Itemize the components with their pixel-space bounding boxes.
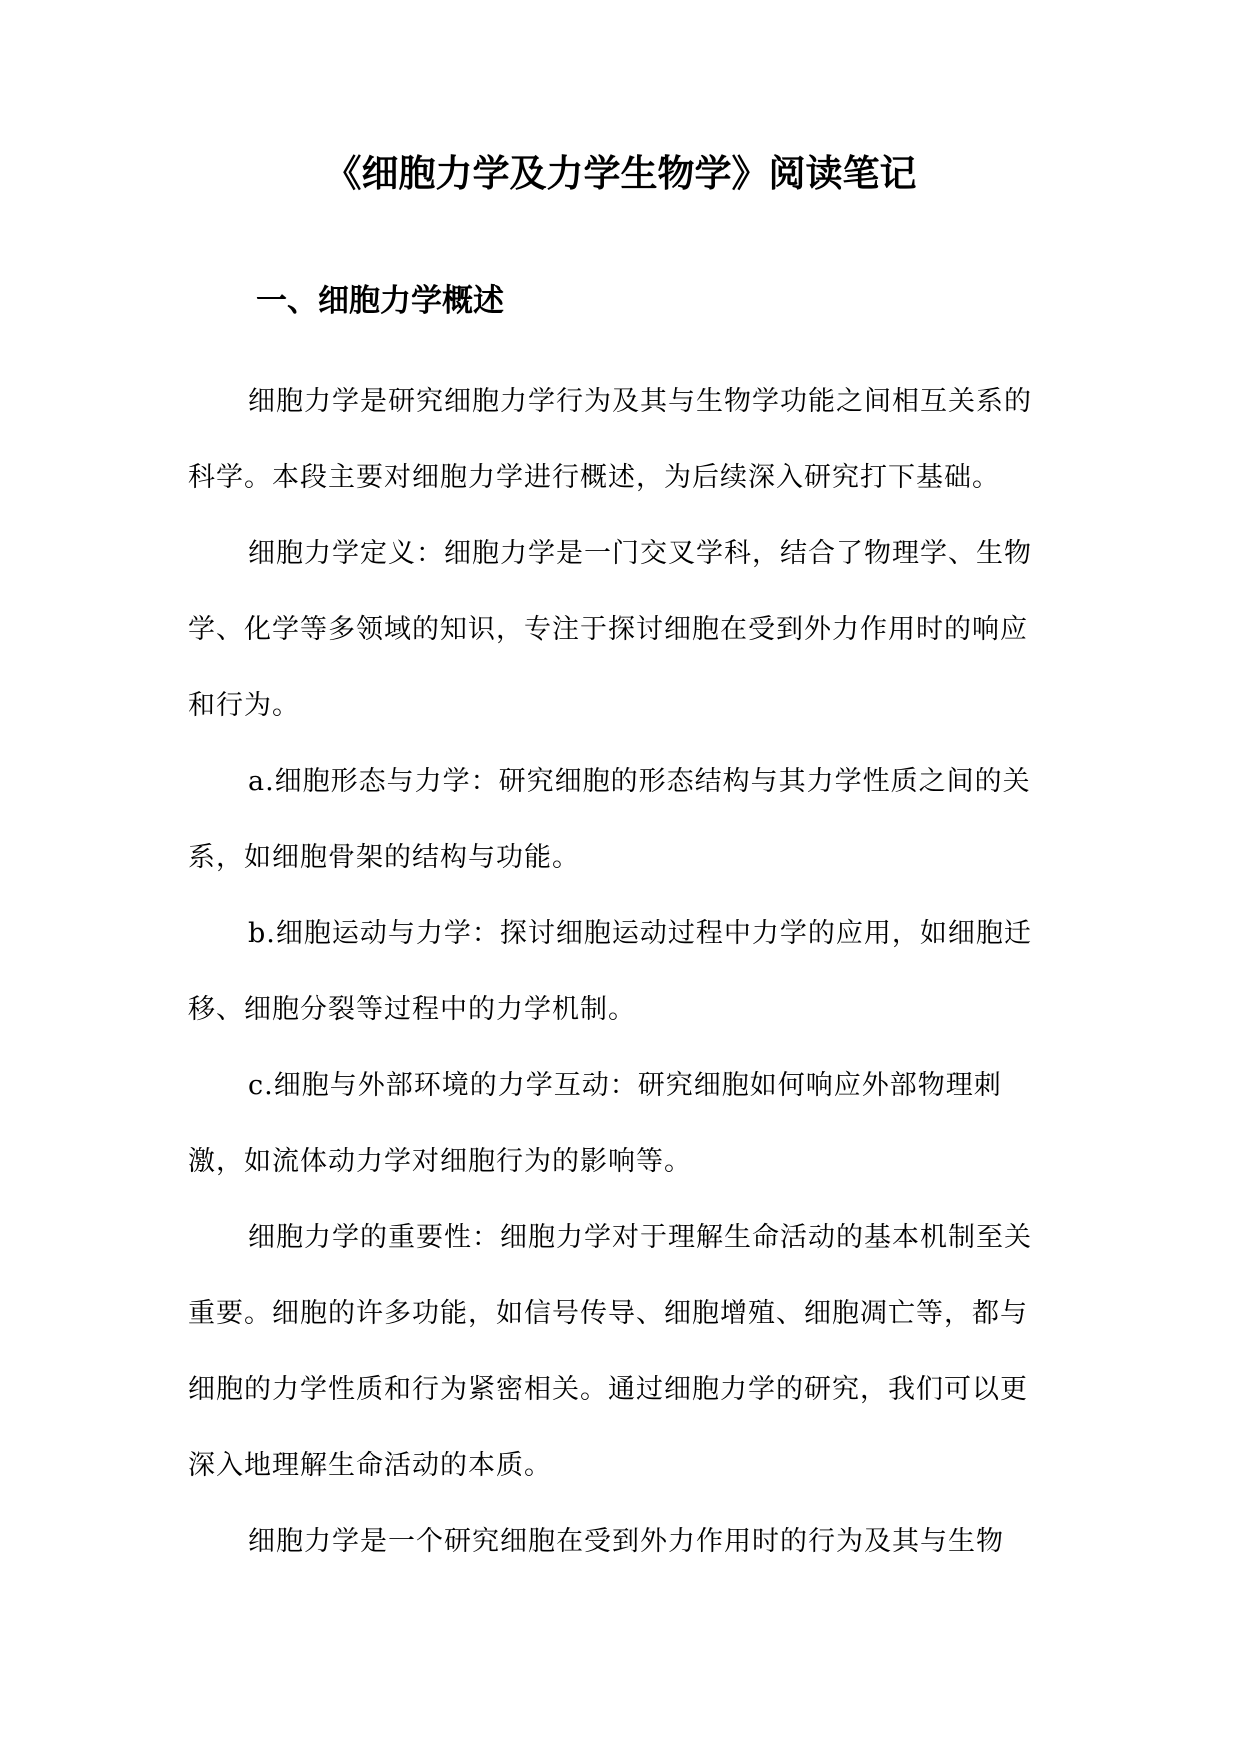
- paragraph: 细胞力学定义：细胞力学是一门交叉学科，结合了物理学、生物学、化学等多领域的知识，专注于探讨细胞在受到外力作用时的响应和行为。: [188, 538, 1032, 721]
- section-heading: 一、细胞力学概述: [256, 283, 504, 319]
- document-title: 《细胞力学及力学生物学》阅读笔记: [324, 152, 917, 195]
- paragraph: 细胞力学的重要性：细胞力学对于理解生命活动的基本机制至关重要。细胞的许多功能，如信号传导、细胞增殖、细胞凋亡等，都与细胞的力学性质和行为紧密相关。通过细胞力学的研究，我们可以更深入地理解生命活动的本质。: [188, 1222, 1032, 1481]
- paragraph: c.细胞与外部环境的力学互动：研究细胞如何响应外部物理刺激，如流体动力学对细胞行为的影响等。: [188, 1070, 1002, 1177]
- document-body: [188, 364, 1052, 1580]
- paragraph: a.细胞形态与力学：研究细胞的形态结构与其力学性质之间的关系，如细胞骨架的结构与功能。: [188, 766, 1031, 873]
- paragraph: 细胞力学是研究细胞力学行为及其与生物学功能之间相互关系的科学。本段主要对细胞力学进行概述，为后续深入研究打下基础。: [188, 386, 1032, 493]
- paragraph: b.细胞运动与力学：探讨细胞运动过程中力学的应用，如细胞迁移、细胞分裂等过程中的力学机制。: [188, 918, 1032, 1025]
- paragraph: 细胞力学是一个研究细胞在受到外力作用时的行为及其与生物: [248, 1526, 1004, 1557]
